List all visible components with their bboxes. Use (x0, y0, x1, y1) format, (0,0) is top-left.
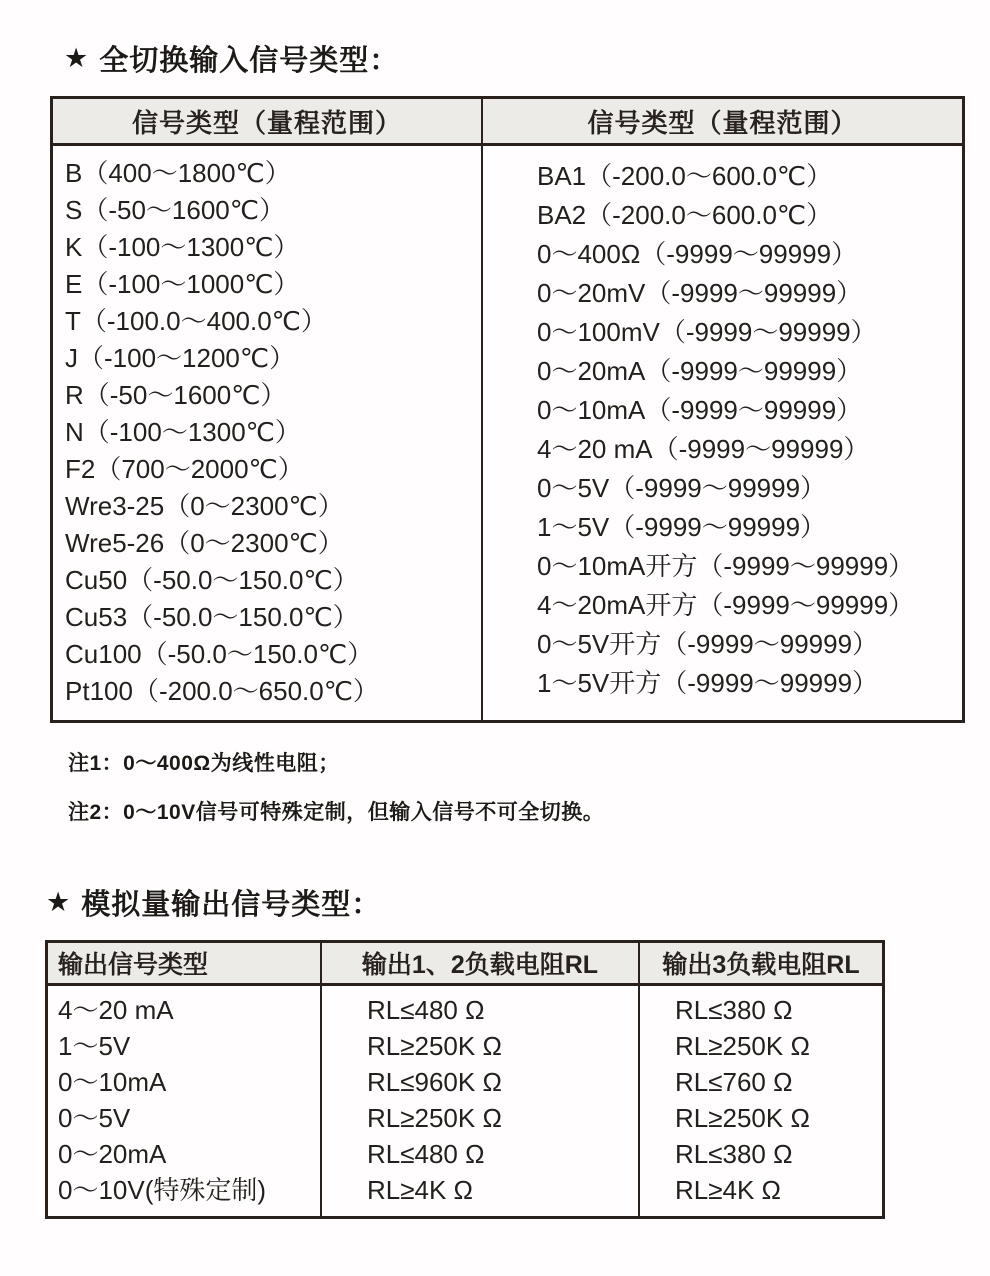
output-load-row: RL≤480 Ω (367, 1139, 485, 1169)
input-signal-row: S（-50～1600℃） (65, 195, 285, 225)
input-signal-row: Cu100（-50.0～150.0℃） (65, 639, 374, 669)
output-load-row: RL≤380 Ω (675, 995, 793, 1025)
output-load-row: RL≤480 Ω (367, 995, 485, 1025)
input-table-header-right: 信号类型（量程范围） (481, 99, 962, 143)
input-signal-row: 0～5V开方（-9999～99999） (537, 629, 879, 659)
input-signal-row: BA2（-200.0～600.0℃） (537, 200, 833, 230)
input-signal-row: 0～100mV（-9999～99999） (537, 317, 877, 347)
output-load-row: RL≥250K Ω (367, 1031, 502, 1061)
output-load-row: RL≥4K Ω (675, 1175, 781, 1205)
star-icon: ★ (46, 887, 72, 917)
input-table-header-row (53, 99, 962, 146)
output-table-header-row (48, 943, 882, 986)
output-table-header-rl3: 输出3负载电阻RL (638, 943, 882, 983)
input-table-right-column (481, 146, 962, 720)
input-signal-row: Wre5-26（0～2300℃） (65, 528, 344, 558)
output-load-row: RL≥4K Ω (367, 1175, 473, 1205)
output-signal-row: 0～5V (58, 1103, 131, 1133)
input-signal-row: 0～10mA（-9999～99999） (537, 395, 863, 425)
input-signal-row: E（-100～1000℃） (65, 269, 300, 299)
output-signal-table (45, 940, 885, 1219)
input-signal-row: T（-100.0～400.0℃） (65, 306, 327, 336)
input-section-title (64, 38, 990, 79)
output-table-header-rl12: 输出1、2负载电阻RL (320, 943, 638, 983)
output-load-row: RL≤760 Ω (675, 1067, 793, 1097)
output-signal-row: 1～5V (58, 1031, 131, 1061)
input-section-title-text: 全切换输入信号类型： (99, 45, 400, 77)
output-load-row: RL≥250K Ω (675, 1103, 810, 1133)
note-2: 注2：0～10V信号可特殊定制，但输入信号不可全切换。 (68, 801, 605, 824)
input-signal-row: J（-100～1200℃） (65, 343, 296, 373)
output-table-header-type: 输出信号类型 (58, 951, 209, 979)
input-signal-row: 1～5V开方（-9999～99999） (537, 668, 879, 698)
input-signal-row: N（-100～1300℃） (65, 417, 301, 447)
output-section-title-text: 模拟量输出信号类型： (81, 889, 382, 921)
star-icon: ★ (64, 43, 90, 73)
output-load-row: RL≥250K Ω (675, 1031, 810, 1061)
output-load-row: RL≤960K Ω (367, 1067, 502, 1097)
output-load-row: RL≥250K Ω (367, 1103, 502, 1133)
note-1: 注1：0～400Ω为线性电阻； (68, 752, 340, 775)
input-signal-row: 0～20mV（-9999～99999） (537, 278, 863, 308)
output-signal-row: 0～20mA (58, 1139, 167, 1169)
input-signal-table (50, 96, 965, 723)
input-signal-row: 0～400Ω（-9999～99999） (537, 239, 858, 269)
input-signal-row: Pt100（-200.0～650.0℃） (65, 676, 379, 706)
output-table-rl3-column (638, 986, 882, 1216)
output-table-type-column (48, 986, 320, 1216)
output-load-row: RL≤380 Ω (675, 1139, 793, 1169)
input-signal-row: 0～20mA（-9999～99999） (537, 356, 863, 386)
input-signal-row: 0～5V（-9999～99999） (537, 473, 827, 503)
input-table-left-column (53, 146, 481, 720)
input-signal-row: BA1（-200.0～600.0℃） (537, 161, 833, 191)
input-signal-row: Cu50（-50.0～150.0℃） (65, 565, 359, 595)
output-table-rl12-column (320, 986, 638, 1216)
output-signal-row: 0～10V(特殊定制) (58, 1175, 267, 1205)
input-table-body (53, 146, 962, 720)
input-signal-row: Cu53（-50.0～150.0℃） (65, 602, 359, 632)
input-signal-row: Wre3-25（0～2300℃） (65, 491, 344, 521)
input-signal-row: R（-50～1600℃） (65, 380, 287, 410)
output-table-body (48, 986, 882, 1216)
input-signal-row: F2（700～2000℃） (65, 454, 304, 484)
output-signal-row: 4～20 mA (58, 995, 174, 1025)
input-table-header-left: 信号类型（量程范围） (131, 107, 402, 138)
input-signal-row: K（-100～1300℃） (65, 232, 300, 262)
input-signal-row: 4～20mA开方（-9999～99999） (537, 590, 915, 620)
input-signal-row: 0～10mA开方（-9999～99999） (537, 551, 915, 581)
output-section-title (46, 882, 990, 923)
input-signal-row: 4～20 mA（-9999～99999） (537, 434, 870, 464)
input-signal-row: B（400～1800℃） (65, 158, 291, 188)
output-signal-row: 0～10mA (58, 1067, 167, 1097)
input-signal-row: 1～5V（-9999～99999） (537, 512, 827, 542)
